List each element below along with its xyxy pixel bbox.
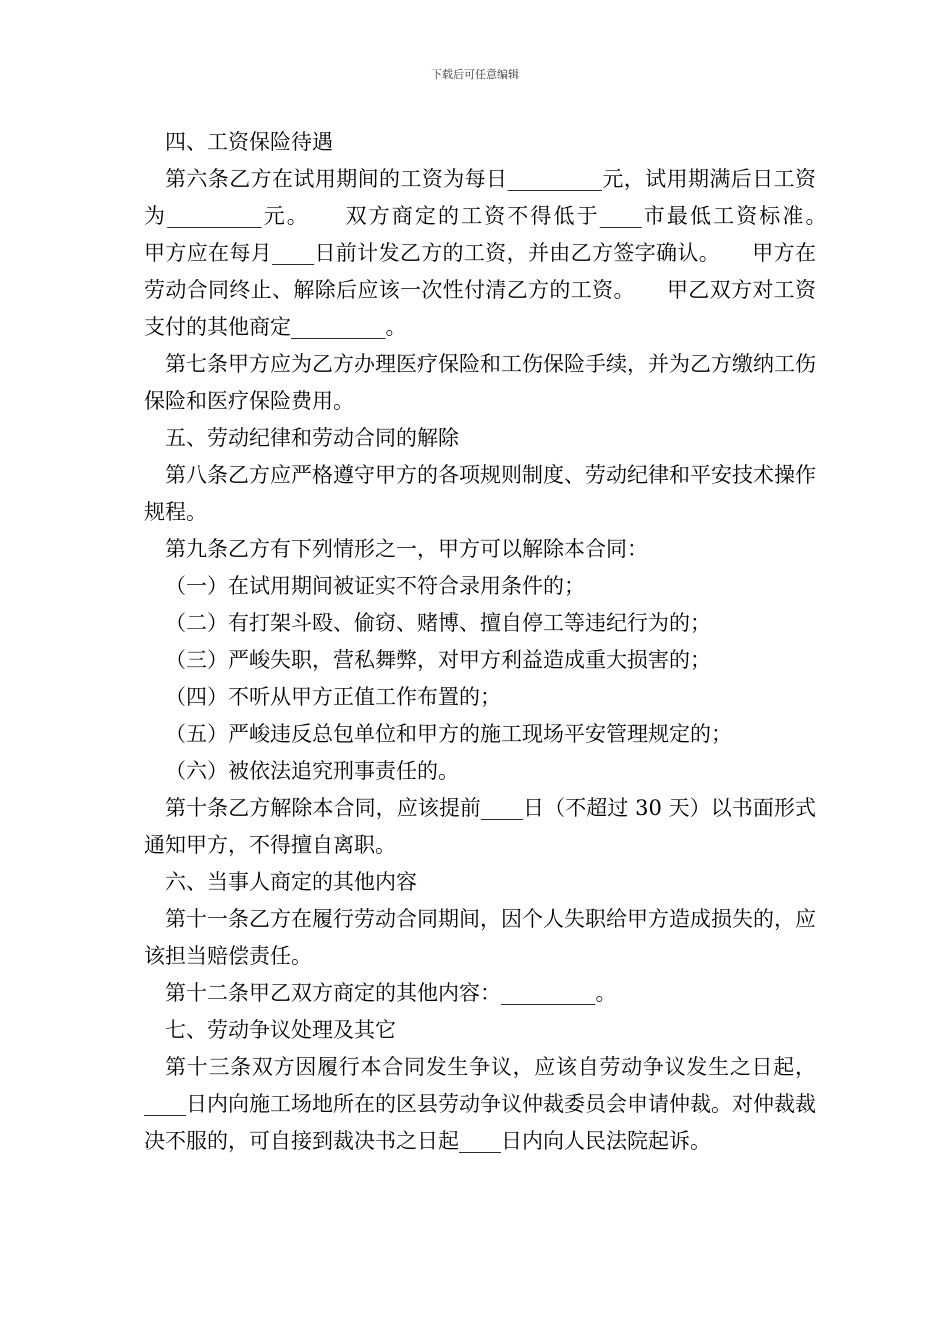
section-heading-7: 七、劳动争议处理及其它	[165, 1018, 396, 1042]
article-6: 第六条乙方在试用期间的工资为每日_________元，试用期满后日工资为_________元。 双方商定的工资不得低于____市最低工资标准。 甲方应在每月____日前计发乙方的工资，并由乙方签字确认。 甲方在劳动合同终止、解除后应该一次性付清乙方的工资。 甲乙双方对工资支付的其他商定_________。	[144, 167, 858, 339]
list-item: （一）在试用期间被证实不符合录用条件的；	[165, 574, 585, 598]
article-8: 第八条乙方应严格遵守甲方的各项规则制度、劳动纪律和平安技术操作规程。	[144, 463, 816, 524]
list-item: （三）严峻失职，营私舞弊，对甲方利益造成重大损害的；	[165, 648, 711, 672]
section-heading-4: 四、工资保险待遇	[165, 130, 333, 154]
list-item: （五）严峻违反总包单位和甲方的施工现场平安管理规定的；	[165, 722, 732, 746]
section-heading-6: 六、当事人商定的其他内容	[165, 870, 417, 894]
article-7: 第七条甲方应为乙方办理医疗保险和工伤保险手续，并为乙方缴纳工伤保险和医疗保险费用。	[144, 352, 816, 413]
article-13: 第十三条双方因履行本合同发生争议，应该自劳动争议发生之日起，____日内向施工场地所在的区县劳动争议仲裁委员会申请仲裁。对仲裁裁决不服的，可自接到裁决书之日起____日内向人民法院起诉。	[144, 1055, 816, 1153]
page-header: 下载后可任意编辑	[431, 68, 519, 81]
section-heading-5: 五、劳动纪律和劳动合同的解除	[165, 426, 459, 450]
list-item: （二）有打架斗殴、偷窃、赌博、擅自停工等违纪行为的；	[165, 611, 711, 635]
article-9: 第九条乙方有下列情形之一，甲方可以解除本合同：	[165, 537, 648, 561]
document-body	[144, 124, 858, 1160]
article-12: 第十二条甲乙双方商定的其他内容：_________。	[165, 981, 617, 1005]
list-item: （四）不听从甲方正值工作布置的；	[165, 685, 501, 709]
list-item: （六）被依法追究刑事责任的。	[165, 759, 459, 783]
article-10: 第十条乙方解除本合同，应该提前____日（不超过 30 天）以书面形式通知甲方，不得擅自离职。	[144, 796, 816, 857]
article-11: 第十一条乙方在履行劳动合同期间，因个人失职给甲方造成损失的，应该担当赔偿责任。	[144, 907, 816, 968]
